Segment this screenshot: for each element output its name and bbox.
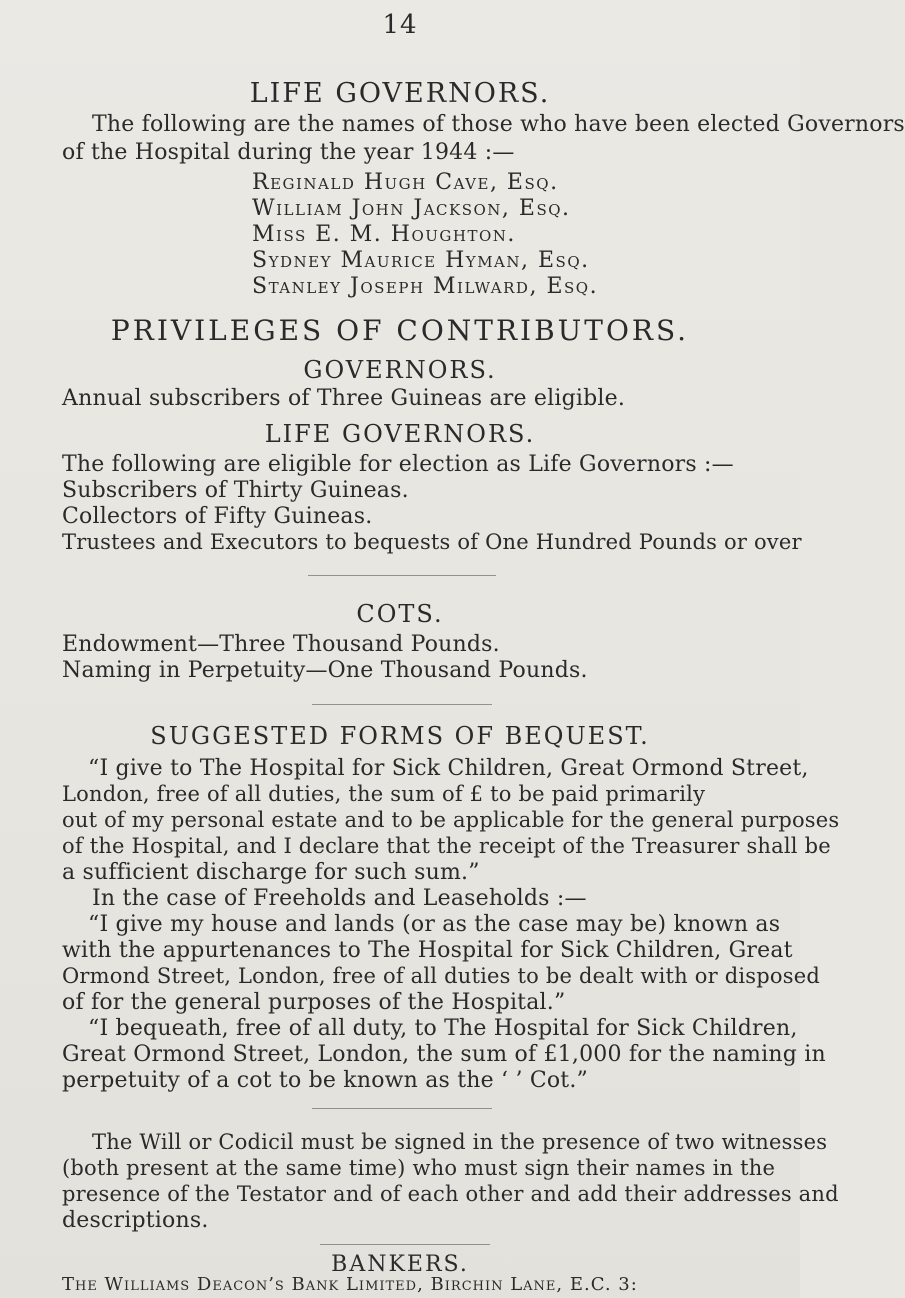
life-governors-subheading: LIFE GOVERNORS.: [264, 420, 536, 448]
intro-line-1: The following are the names of those who have been elected Governors: [92, 112, 905, 137]
governor-name-5: Stanley Joseph Milward, Esq.: [252, 274, 599, 299]
intro-line-2: of the Hospital during the year 1944 :—: [62, 140, 515, 165]
bequest-line-1: “I give to The Hospital for Sick Children, Great Ormond Street,: [88, 756, 809, 781]
governors-subheading: GOVERNORS.: [303, 356, 497, 384]
governor-name-4: Sydney Maurice Hyman, Esq.: [252, 248, 590, 273]
bequest-line-5: a sufficient discharge for such sum.”: [62, 860, 480, 885]
bequest-line-13: perpetuity of a cot to be known as the ‘ ’ Cot.”: [62, 1068, 588, 1093]
page-number: 14: [382, 10, 418, 40]
divider-3: [312, 1108, 492, 1109]
bequest-line-2: London, free of all duties, the sum of £ to be paid primarily: [62, 782, 706, 806]
governor-name-2: William John Jackson, Esq.: [252, 196, 571, 221]
life-eligibility-line-1: The following are eligible for election as Life Governors :—: [62, 452, 734, 477]
bequest-line-12: Great Ormond Street, London, the sum of £1,000 for the naming in: [62, 1042, 826, 1067]
cots-line-1: Endowment—Three Thousand Pounds.: [62, 632, 500, 657]
bequest-line-7: “I give my house and lands (or as the case may be) known as: [88, 912, 781, 937]
cots-heading: COTS.: [356, 600, 444, 628]
divider-2: [312, 704, 492, 705]
life-eligibility-line-2: Subscribers of Thirty Guineas.: [62, 478, 409, 503]
will-line-4: descriptions.: [62, 1208, 209, 1233]
bequest-line-4: of the Hospital, and I declare that the receipt of the Treasurer shall be: [62, 834, 831, 858]
bankers-heading: BANKERS.: [331, 1252, 469, 1277]
bequest-line-3: out of my personal estate and to be applicable for the general purposes: [62, 808, 840, 832]
life-eligibility-line-3: Collectors of Fifty Guineas.: [62, 504, 373, 529]
governor-name-3: Miss E. M. Houghton.: [252, 222, 516, 247]
bequest-line-11: “I bequeath, free of all duty, to The Hospital for Sick Children,: [88, 1016, 798, 1041]
will-line-1: The Will or Codicil must be signed in the presence of two witnesses: [92, 1130, 828, 1154]
divider-4: [320, 1244, 490, 1245]
life-governors-heading: LIFE GOVERNORS.: [249, 78, 551, 109]
bankers-line-1: The Williams Deacon’s Bank Limited, Birchin Lane, E.C. 3:: [62, 1274, 638, 1295]
governors-eligibility-text: Annual subscribers of Three Guineas are eligible.: [62, 386, 626, 411]
will-line-2: (both present at the same time) who must sign their names in the: [62, 1156, 776, 1180]
bequest-line-10: of for the general purposes of the Hospital.”: [62, 990, 566, 1015]
bequest-heading: SUGGESTED FORMS OF BEQUEST.: [150, 722, 650, 750]
bequest-line-6: In the case of Freeholds and Leaseholds :—: [92, 886, 587, 911]
will-line-3: presence of the Testator and of each other and add their addresses and: [62, 1182, 839, 1206]
bequest-line-9: Ormond Street, London, free of all duties to be dealt with or disposed: [62, 964, 820, 988]
governor-name-1: Reginald Hugh Cave, Esq.: [252, 170, 559, 195]
life-eligibility-line-4: Trustees and Executors to bequests of One Hundred Pounds or over: [62, 530, 802, 554]
bequest-line-8: with the appurtenances to The Hospital for Sick Children, Great: [62, 938, 793, 963]
cots-line-2: Naming in Perpetuity—One Thousand Pounds.: [62, 658, 588, 683]
privileges-heading: PRIVILEGES OF CONTRIBUTORS.: [110, 314, 690, 347]
divider-1: [308, 575, 496, 576]
